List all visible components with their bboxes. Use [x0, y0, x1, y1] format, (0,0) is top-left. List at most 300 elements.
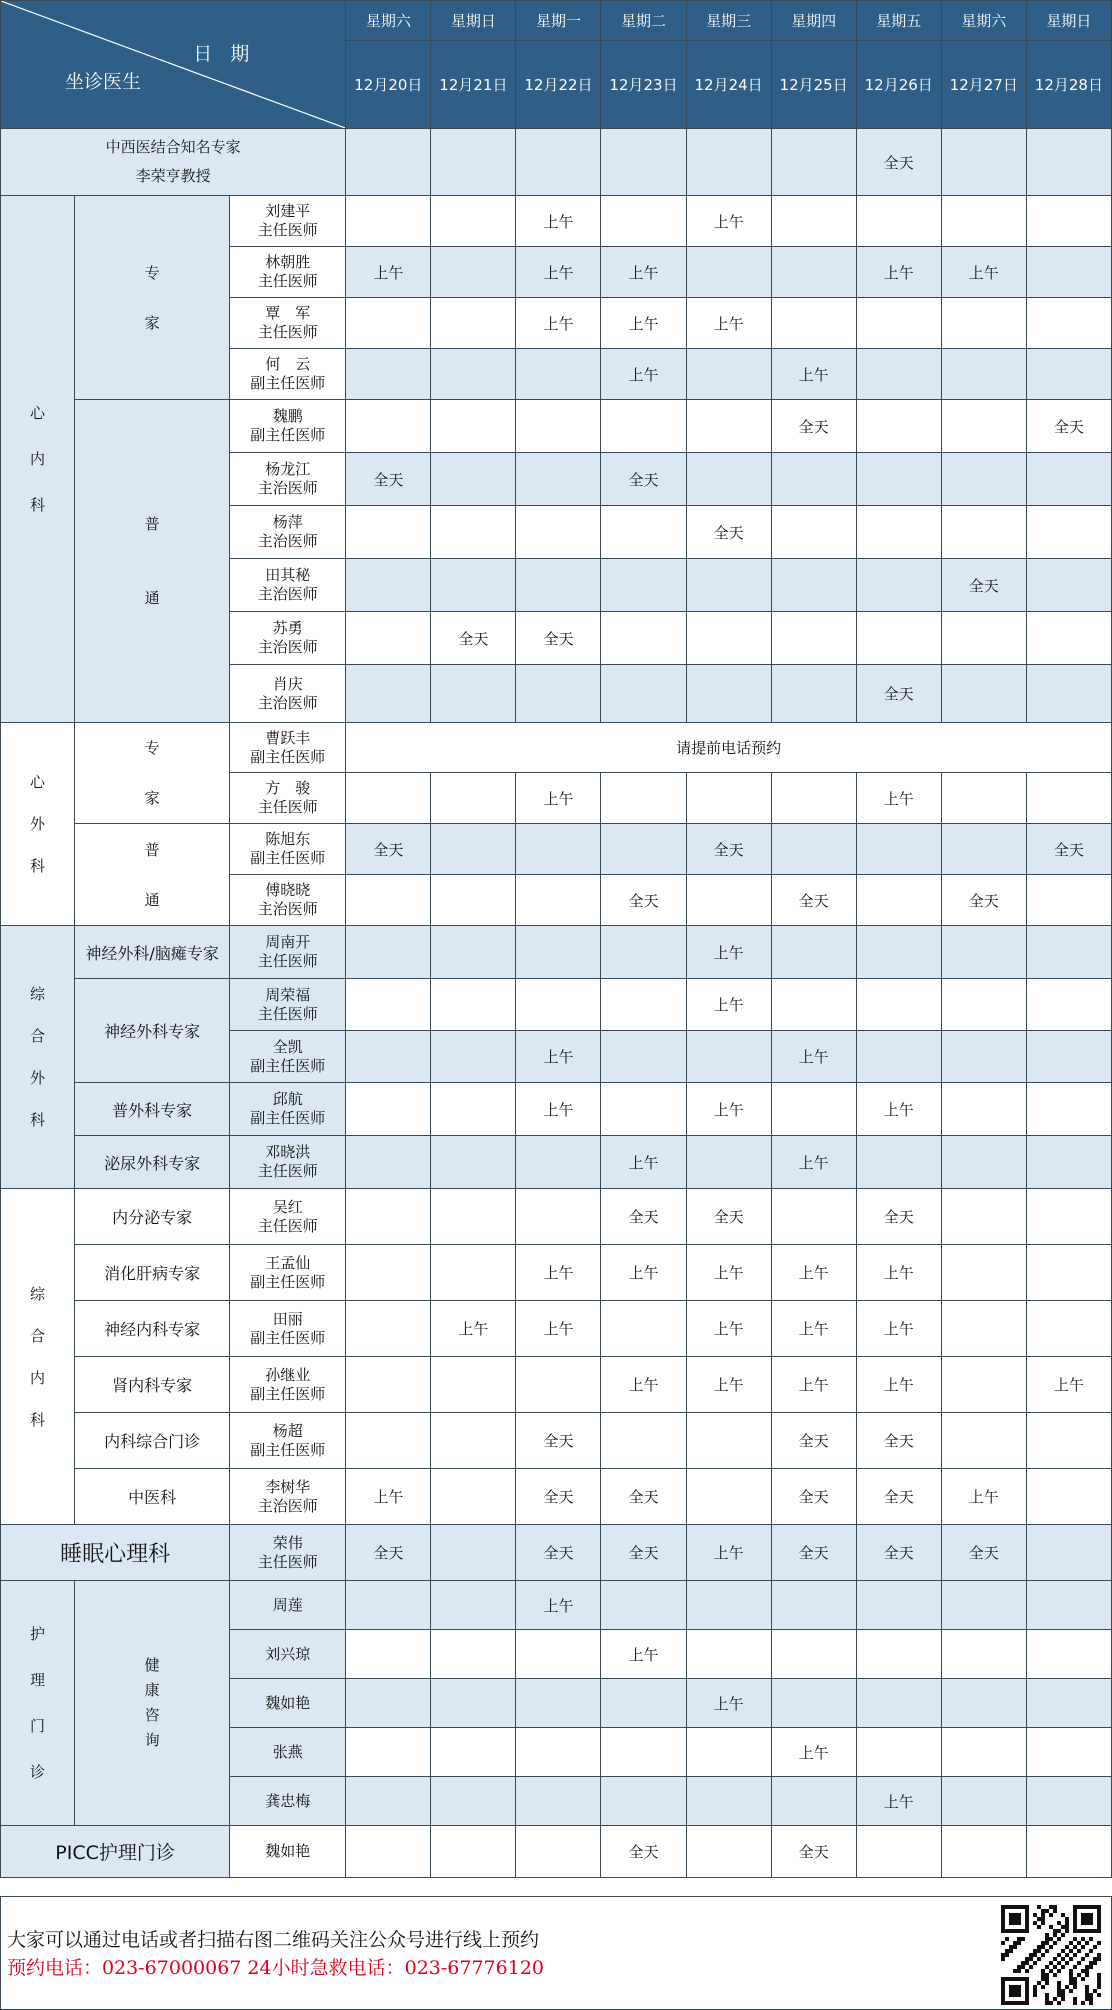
schedule-cell: 全天	[856, 1413, 941, 1469]
schedule-cell	[1026, 559, 1111, 612]
schedule-cell: 全天	[516, 612, 601, 665]
doctor-cell	[230, 773, 346, 824]
schedule-cell	[686, 1728, 771, 1777]
schedule-cell: 上午	[516, 1581, 601, 1630]
corner-date-label: 日 期	[193, 43, 256, 65]
schedule-cell: 上午	[516, 247, 601, 298]
doctor-title: 主任医师	[257, 1216, 318, 1235]
schedule-cell	[856, 1728, 941, 1777]
subdept-label: 内科综合门诊	[75, 1413, 230, 1469]
dept-char: 内	[30, 450, 46, 468]
doctor-cell	[230, 247, 346, 298]
schedule-cell: 上午	[856, 773, 941, 824]
schedule-cell	[1026, 1189, 1111, 1245]
schedule-cell	[941, 1630, 1026, 1679]
nurse-name: 张燕	[230, 1728, 346, 1777]
schedule-cell: 全天	[856, 129, 941, 196]
dept-char: 诊	[30, 1763, 46, 1781]
schedule-cell	[941, 1189, 1026, 1245]
schedule-cell	[346, 349, 431, 400]
schedule-cell	[856, 1136, 941, 1189]
phone-booking-notice: 请提前电话预约	[346, 723, 1112, 773]
weekday-header: 星期六	[941, 1, 1026, 41]
doctor-cell	[230, 1189, 346, 1245]
dept-char: 门	[30, 1717, 46, 1735]
schedule-cell	[686, 559, 771, 612]
schedule-cell	[516, 559, 601, 612]
doctor-cell	[230, 453, 346, 506]
doctor-title: 副主任医师	[250, 1272, 326, 1291]
famous-expert-row	[1, 129, 1112, 196]
schedule-cell	[601, 1301, 686, 1357]
schedule-cell	[601, 1031, 686, 1083]
famous-line1: 中西医结合知名专家	[105, 138, 241, 156]
schedule-cell	[1026, 1581, 1111, 1630]
xinwaike-expert-label	[75, 723, 230, 824]
schedule-cell	[941, 824, 1026, 875]
schedule-cell: 全天	[516, 1525, 601, 1581]
schedule-cell	[771, 926, 856, 979]
schedule-cell	[686, 1581, 771, 1630]
sub-char: 专	[144, 739, 160, 757]
schedule-cell	[941, 1777, 1026, 1826]
doctor-cell	[230, 926, 346, 979]
schedule-cell	[516, 349, 601, 400]
doctor-name: 傅晓晓	[265, 881, 311, 899]
doctor-cell	[230, 1136, 346, 1189]
schedule-cell	[431, 400, 516, 453]
schedule-cell	[941, 612, 1026, 665]
schedule-cell: 上午	[771, 1031, 856, 1083]
schedule-cell	[516, 1630, 601, 1679]
schedule-cell: 上午	[941, 1469, 1026, 1525]
schedule-cell	[941, 1581, 1026, 1630]
schedule-cell	[516, 665, 601, 723]
dept-xinneike	[1, 196, 75, 723]
weekday-header: 星期日	[431, 1, 516, 41]
sub-char: 家	[144, 313, 160, 332]
doctor-title: 主任医师	[257, 221, 318, 239]
schedule-cell	[431, 665, 516, 723]
zonghneike-row	[1, 1245, 1112, 1301]
schedule-cell	[346, 773, 431, 824]
schedule-cell: 上午	[856, 247, 941, 298]
diagonal-divider	[1, 1, 345, 128]
xinneike-row	[1, 400, 1112, 453]
schedule-cell: 上午	[601, 1136, 686, 1189]
zonghewaike-row	[1, 926, 1112, 979]
schedule-cell	[941, 1136, 1026, 1189]
schedule-cell	[516, 1679, 601, 1728]
picc-row	[1, 1826, 1112, 1878]
schedule-cell	[601, 559, 686, 612]
schedule-cell	[941, 298, 1026, 349]
schedule-cell	[941, 1728, 1026, 1777]
schedule-cell	[516, 1136, 601, 1189]
schedule-cell	[856, 1581, 941, 1630]
schedule-cell	[346, 1189, 431, 1245]
doctor-cell	[230, 349, 346, 400]
dept-char: 综	[30, 1284, 46, 1303]
doctor-name: 杨超	[272, 1421, 303, 1440]
schedule-cell	[771, 1679, 856, 1728]
date-header: 12月22日	[516, 41, 601, 129]
schedule-cell: 上午	[771, 1728, 856, 1777]
schedule-cell	[856, 926, 941, 979]
schedule-cell	[686, 349, 771, 400]
schedule-cell: 全天	[771, 875, 856, 926]
schedule-cell	[431, 1469, 516, 1525]
schedule-cell	[431, 773, 516, 824]
schedule-cell	[516, 926, 601, 979]
schedule-cell	[1026, 247, 1111, 298]
schedule-cell: 全天	[516, 1469, 601, 1525]
dept-char: 外	[30, 815, 46, 833]
schedule-cell	[686, 612, 771, 665]
subdept-label: 内分泌专家	[75, 1189, 230, 1245]
doctor-cell	[230, 1245, 346, 1301]
doctor-cell	[230, 400, 346, 453]
schedule-cell: 上午	[1026, 1357, 1111, 1413]
nurse-name: 龚忠梅	[230, 1777, 346, 1826]
subdept-label: 泌尿外科专家	[75, 1136, 230, 1189]
schedule-cell	[601, 1083, 686, 1136]
doctor-cell	[230, 979, 346, 1031]
schedule-cell	[1026, 1777, 1111, 1826]
schedule-cell	[431, 1189, 516, 1245]
schedule-cell: 上午	[601, 349, 686, 400]
doctor-name: 周荣福	[265, 985, 311, 1004]
schedule-cell: 上午	[601, 1357, 686, 1413]
schedule-cell: 上午	[686, 926, 771, 979]
schedule-cell: 全天	[1026, 400, 1111, 453]
schedule-cell	[346, 400, 431, 453]
dept-char: 内	[30, 1368, 46, 1387]
dept-sleep: 睡眠心理科	[1, 1525, 230, 1581]
schedule-cell	[1026, 1083, 1111, 1136]
schedule-cell	[771, 612, 856, 665]
weekday-header: 星期一	[516, 1, 601, 41]
xinwaike-row	[1, 723, 1112, 773]
schedule-cell: 全天	[771, 1826, 856, 1878]
schedule-cell	[686, 1136, 771, 1189]
schedule-cell	[856, 559, 941, 612]
schedule-cell	[941, 129, 1026, 196]
schedule-cell	[941, 979, 1026, 1031]
doctor-cell	[230, 1357, 346, 1413]
sub-char: 询	[144, 1731, 160, 1749]
doctor-name: 邓晓洪	[265, 1143, 311, 1161]
schedule-cell	[771, 979, 856, 1031]
schedule-cell	[431, 298, 516, 349]
schedule-cell	[771, 1083, 856, 1136]
schedule-cell	[601, 824, 686, 875]
schedule-cell	[856, 1031, 941, 1083]
schedule-cell	[941, 926, 1026, 979]
schedule-cell: 上午	[516, 298, 601, 349]
doctor-cell	[230, 723, 346, 773]
schedule-cell	[516, 824, 601, 875]
doctor-name: 田其秘	[265, 566, 311, 584]
schedule-cell: 全天	[771, 1413, 856, 1469]
doctor-cell	[230, 612, 346, 665]
schedule-cell	[1026, 979, 1111, 1031]
doctor-name: 肖庆	[272, 674, 303, 693]
schedule-cell	[346, 196, 431, 247]
schedule-cell: 全天	[601, 875, 686, 926]
schedule-cell	[686, 1630, 771, 1679]
dept-zonghneike	[1, 1189, 75, 1525]
schedule-cell	[346, 1357, 431, 1413]
schedule-cell	[346, 129, 431, 196]
doctor-name: 杨龙江	[265, 460, 311, 478]
doctor-title: 副主任医师	[250, 374, 326, 392]
schedule-cell	[1026, 1525, 1111, 1581]
schedule-cell: 全天	[941, 875, 1026, 926]
schedule-cell	[941, 1031, 1026, 1083]
schedule-cell	[941, 1826, 1026, 1878]
schedule-cell: 上午	[771, 1301, 856, 1357]
schedule-cell	[771, 1630, 856, 1679]
schedule-cell	[601, 1728, 686, 1777]
subdept-label: 神经外科/脑瘫专家	[75, 926, 230, 979]
schedule-cell: 全天	[856, 1469, 941, 1525]
dept-xinwaike	[1, 723, 75, 926]
schedule-cell	[1026, 1413, 1111, 1469]
sub-char: 健	[144, 1656, 160, 1674]
schedule-cell	[1026, 612, 1111, 665]
schedule-cell	[431, 1413, 516, 1469]
schedule-cell	[1026, 1245, 1111, 1301]
schedule-cell	[431, 129, 516, 196]
schedule-cell	[346, 1301, 431, 1357]
schedule-cell	[346, 1136, 431, 1189]
schedule-cell	[601, 979, 686, 1031]
date-header: 12月27日	[941, 41, 1026, 129]
schedule-cell	[431, 247, 516, 298]
sub-char: 通	[144, 589, 160, 607]
doctor-cell	[230, 1413, 346, 1469]
schedule-cell	[941, 349, 1026, 400]
schedule-cell	[601, 1413, 686, 1469]
schedule-cell	[516, 979, 601, 1031]
zonghneike-row	[1, 1469, 1112, 1525]
doctor-cell	[230, 506, 346, 559]
doctor-cell	[230, 559, 346, 612]
doctor-title: 主治医师	[257, 638, 318, 656]
schedule-cell	[346, 506, 431, 559]
sub-char: 普	[144, 840, 160, 859]
schedule-cell	[686, 875, 771, 926]
schedule-cell	[1026, 453, 1111, 506]
doctor-name: 全凯	[272, 1037, 303, 1056]
schedule-cell: 上午	[686, 979, 771, 1031]
schedule-cell	[941, 665, 1026, 723]
doctor-name: 何 云	[265, 355, 311, 373]
schedule-cell	[941, 1679, 1026, 1728]
schedule-cell	[431, 1679, 516, 1728]
schedule-cell	[431, 1525, 516, 1581]
qr-code-icon[interactable]	[1001, 1905, 1101, 2005]
schedule-cell	[431, 1245, 516, 1301]
schedule-cell: 全天	[516, 1413, 601, 1469]
xinneike-row	[1, 196, 1112, 247]
subdept-label: 神经内科专家	[75, 1301, 230, 1357]
xinneike-normal-label	[75, 400, 230, 723]
schedule-cell	[431, 1581, 516, 1630]
schedule-cell	[686, 247, 771, 298]
schedule-cell	[856, 824, 941, 875]
schedule-cell	[601, 926, 686, 979]
doctor-cell	[230, 1525, 346, 1581]
weekday-header: 星期五	[856, 1, 941, 41]
weekday-header: 星期六	[346, 1, 431, 41]
schedule-cell	[346, 1031, 431, 1083]
schedule-cell: 全天	[431, 612, 516, 665]
schedule-cell	[686, 129, 771, 196]
schedule-cell: 上午	[516, 773, 601, 824]
schedule-cell: 全天	[346, 453, 431, 506]
dept-char: 科	[30, 496, 46, 514]
footer-phone-numbers: 预约电话：023-67000067 24小时急救电话：023-67776120	[7, 1957, 545, 1979]
schedule-cell: 上午	[601, 1245, 686, 1301]
nurse-name: 周莲	[230, 1581, 346, 1630]
schedule-cell	[941, 1083, 1026, 1136]
doctor-name: 李树华	[265, 1477, 311, 1496]
dept-char: 心	[30, 404, 46, 422]
dept-char: 护	[30, 1625, 46, 1643]
schedule-cell	[1026, 298, 1111, 349]
doctor-name: 林朝胜	[265, 253, 311, 271]
schedule-cell	[601, 612, 686, 665]
schedule-cell	[431, 1357, 516, 1413]
doctor-name: 田丽	[272, 1309, 303, 1328]
schedule-cell	[1026, 773, 1111, 824]
schedule-cell	[1026, 1826, 1111, 1878]
doctor-title: 主治医师	[257, 532, 318, 550]
sub-char: 通	[144, 890, 160, 909]
schedule-cell	[1026, 1728, 1111, 1777]
schedule-cell: 上午	[856, 1357, 941, 1413]
schedule-cell: 上午	[686, 1301, 771, 1357]
doctor-cell	[230, 875, 346, 926]
schedule-cell: 上午	[516, 1083, 601, 1136]
schedule-cell: 上午	[601, 298, 686, 349]
schedule-cell: 上午	[686, 1357, 771, 1413]
schedule-cell	[346, 612, 431, 665]
doctor-title: 主任医师	[257, 323, 318, 341]
schedule-cell: 上午	[686, 1245, 771, 1301]
doctor-cell	[230, 196, 346, 247]
schedule-cell: 全天	[856, 665, 941, 723]
doctor-cell	[230, 298, 346, 349]
schedule-cell	[686, 1826, 771, 1878]
doctor-cell	[230, 665, 346, 723]
dept-picc: PICC护理门诊	[1, 1826, 230, 1878]
schedule-cell	[431, 926, 516, 979]
schedule-cell: 上午	[346, 247, 431, 298]
schedule-cell	[431, 875, 516, 926]
schedule-cell	[856, 506, 941, 559]
schedule-cell	[1026, 665, 1111, 723]
schedule-cell	[1026, 129, 1111, 196]
schedule-cell	[1026, 1469, 1111, 1525]
schedule-cell: 上午	[856, 1245, 941, 1301]
sub-char: 咨	[144, 1706, 160, 1724]
dept-char: 心	[30, 773, 46, 791]
schedule-cell	[941, 400, 1026, 453]
schedule-cell: 全天	[601, 1826, 686, 1878]
doctor-name: 王孟仙	[265, 1253, 311, 1272]
schedule-cell: 上午	[771, 1357, 856, 1413]
dept-zonghewaike	[1, 926, 75, 1189]
doctor-name: 荣伟	[272, 1533, 303, 1552]
schedule-cell: 全天	[1026, 824, 1111, 875]
doctor-name: 周南开	[265, 933, 311, 951]
nursing-row	[1, 1581, 1112, 1630]
schedule-cell	[686, 665, 771, 723]
schedule-cell	[856, 400, 941, 453]
doctor-cell	[230, 824, 346, 875]
schedule-cell	[1026, 196, 1111, 247]
xinwaike-row	[1, 824, 1112, 875]
schedule-cell	[346, 1777, 431, 1826]
schedule-cell	[601, 129, 686, 196]
xinwaike-normal-label	[75, 824, 230, 926]
sleep-row	[1, 1525, 1112, 1581]
schedule-cell	[1026, 1136, 1111, 1189]
schedule-cell: 全天	[686, 506, 771, 559]
xinneike-expert-label	[75, 196, 230, 400]
date-header: 12月23日	[601, 41, 686, 129]
zonghneike-row	[1, 1189, 1112, 1245]
schedule-cell: 上午	[346, 1469, 431, 1525]
doctor-name: 方 骏	[265, 779, 311, 797]
schedule-cell	[516, 453, 601, 506]
schedule-cell: 上午	[516, 1031, 601, 1083]
schedule-cell: 上午	[431, 1301, 516, 1357]
schedule-cell	[771, 1189, 856, 1245]
doctor-title: 副主任医师	[250, 1328, 326, 1347]
schedule-cell	[941, 1357, 1026, 1413]
schedule-cell	[346, 665, 431, 723]
schedule-cell: 上午	[686, 1679, 771, 1728]
schedule-cell	[431, 196, 516, 247]
schedule-cell	[431, 1777, 516, 1826]
schedule-cell	[771, 129, 856, 196]
footer	[0, 1896, 1112, 2010]
sub-char: 普	[144, 515, 160, 533]
schedule-cell	[771, 1777, 856, 1826]
schedule-cell	[516, 1189, 601, 1245]
schedule-cell	[346, 298, 431, 349]
schedule-cell	[1026, 926, 1111, 979]
schedule-cell	[346, 1083, 431, 1136]
schedule-cell	[1026, 1301, 1111, 1357]
schedule-cell	[516, 506, 601, 559]
weekday-header: 星期二	[601, 1, 686, 41]
schedule-cell	[346, 1679, 431, 1728]
zonghewaike-row	[1, 979, 1112, 1031]
schedule-cell	[346, 979, 431, 1031]
schedule-cell	[346, 1826, 431, 1878]
schedule-cell: 上午	[601, 1630, 686, 1679]
doctor-name: 杨萍	[272, 513, 303, 531]
schedule-cell: 全天	[601, 1189, 686, 1245]
schedule-cell: 上午	[856, 1777, 941, 1826]
schedule-cell	[431, 824, 516, 875]
schedule-cell	[516, 1826, 601, 1878]
